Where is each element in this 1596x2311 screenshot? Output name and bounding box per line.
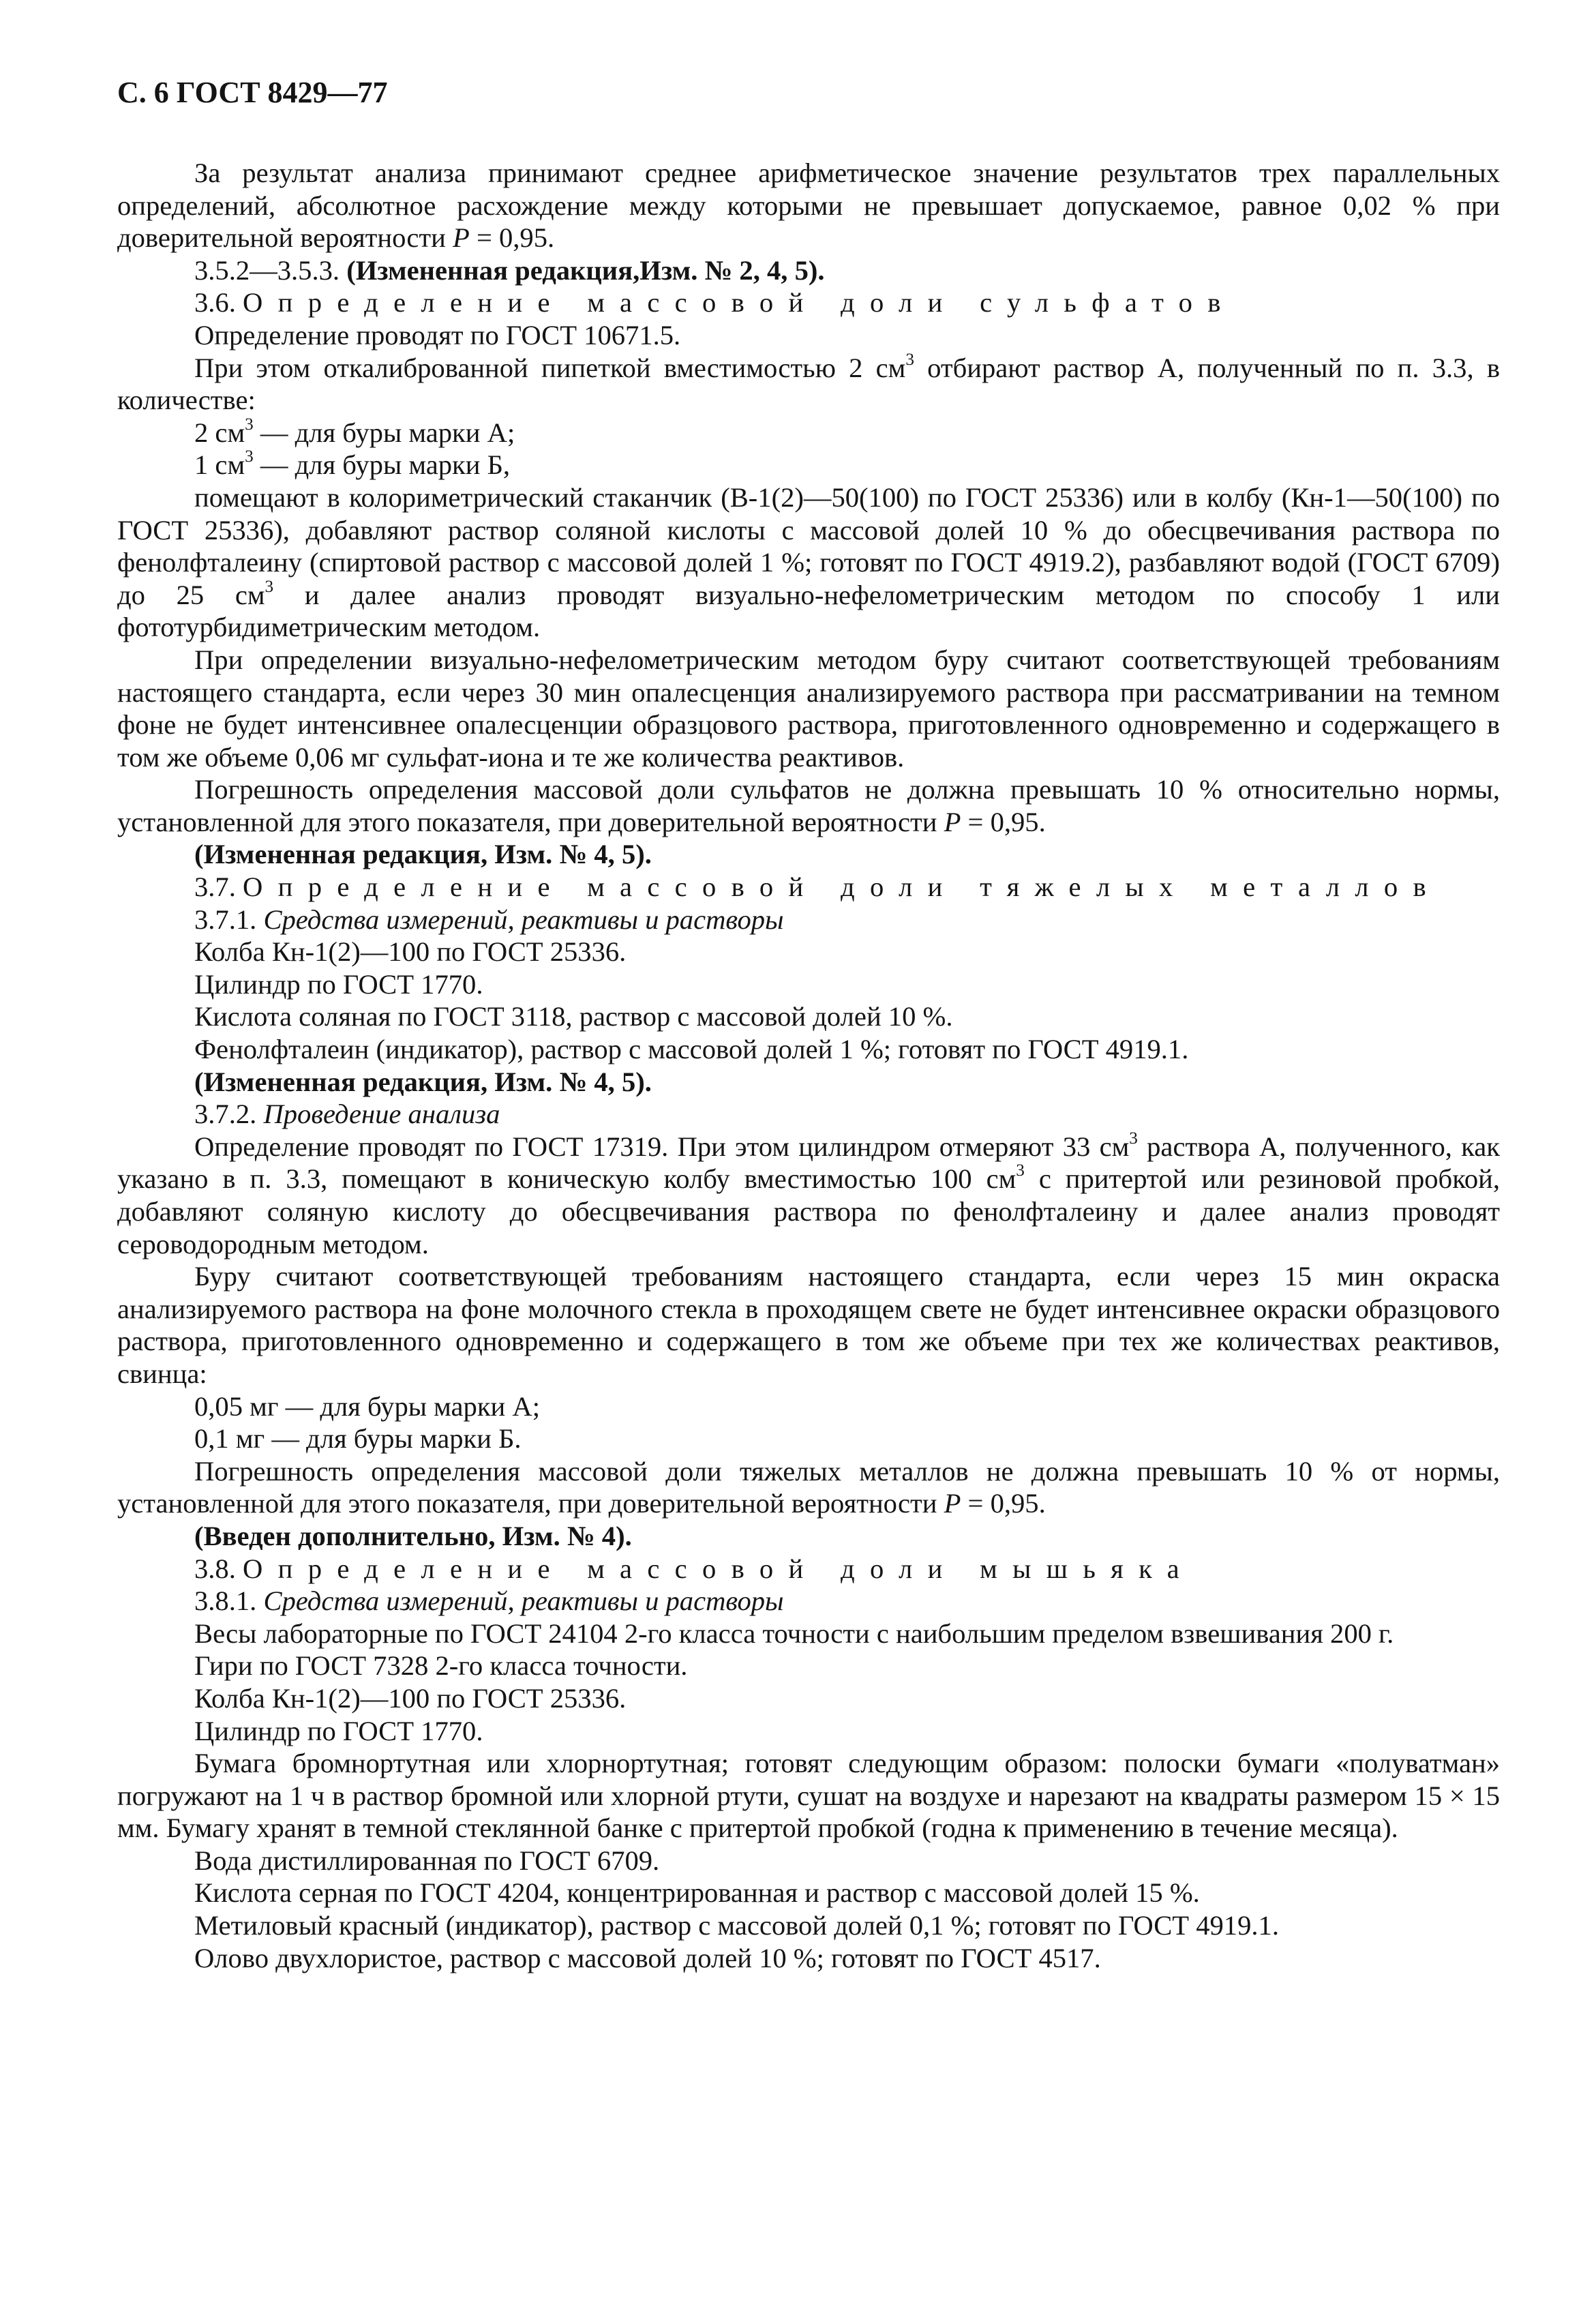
list-item: Вода дистиллированная по ГОСТ 6709. bbox=[194, 1845, 660, 1876]
subsection-heading: 3.7.2. Проведение анализа bbox=[194, 1099, 500, 1130]
list-item: 1 $см^3$ — для буры марки Б, bbox=[194, 447, 511, 481]
result-paragraph: За результат анализа принимают среднее арифметическое значение результатов трех параллельных определений, абсолютное расхождение между которыми не превышает допускаемое, равное 0,02 % при доверительной вероятности P = 0,95. bbox=[117, 158, 1500, 254]
list-item: Колба Кн-1(2)—100 по ГОСТ 25336. bbox=[194, 936, 627, 968]
list-item: Фенолфталеин (индикатор), раствор с массовой долей 1 %; готовят по ГОСТ 4919.1. bbox=[194, 1034, 1189, 1065]
revision-note: (Измененная редакция, Изм. № 4, 5). bbox=[194, 839, 652, 870]
list-item: Цилиндр по ГОСТ 1770. bbox=[194, 1715, 483, 1746]
paragraph: Бумага бромнортутная или хлорнортутная; готовят следующим образом: полоски бумаги «полуватман» погружают на 1 ч в раствор бромной или хлорной ртути, сушат на воздухе и нарезают на квадраты размером 15 × 15 мм. Бумагу хранят в темной стеклянной банке с притертой пробкой (годна к применению в течение месяца). bbox=[117, 1748, 1500, 1844]
list-item: Кислота соляная по ГОСТ 3118, раствор с массовой долей 10 %. bbox=[194, 1001, 953, 1032]
list-item: Метиловый красный (индикатор), раствор с массовой долей 0,1 %; готовят по ГОСТ 4919.1. bbox=[194, 1910, 1279, 1941]
paragraph: При определении визуально-нефелометрическим методом буру считают соответствующей требованиям настоящего стандарта, если через 30 мин опалесценция анализируемого раствора при рассматривании на темном фоне не будет интенсивнее опалесценции образцового раствора, приготовленного одновременно и содержащего в том же объеме 0,06 мг сульфат-иона и те же количества реактивов. bbox=[117, 644, 1500, 773]
list-item: Весы лабораторные по ГОСТ 24104 2-го класса точности с наибольшим пределом взвешивания 200 г. bbox=[194, 1617, 1394, 1649]
paragraph: Погрешность определения массовой доли тяжелых металлов не должна превышать 10 % от нормы, установленной для этого показателя, при доверительной вероятности P = 0,95. bbox=[117, 1455, 1500, 1519]
revision-note: 3.5.2—3.5.3. (Измененная редакция,Изм. № 2, 4, 5). bbox=[194, 254, 825, 286]
paragraph: Определение проводят по ГОСТ 17319. При этом цилиндром отмеряют 33 $см^3$ раствора А, полученного, как указано в п. 3.3, помещают в коническую колбу вместимостью 100 $см^3$ с притертой или резиновой пробкой, добавляют соляную кислоту до обесцвечивания раствора по фенолфталеину и далее анализ проводят сероводородным методом. bbox=[117, 1129, 1501, 1259]
list-item: Кислота серная по ГОСТ 4204, концентрированная и раствор с массовой долей 15 %. bbox=[194, 1877, 1200, 1909]
section-heading-3-7: 3.7. Определение массовой доли тяжелых металлов bbox=[194, 871, 1441, 903]
section-heading-3-8: 3.8. Определение массовой доли мышьяка bbox=[194, 1553, 1194, 1584]
paragraph: Буру считают соответствующей требованиям настоящего стандарта, если через 15 мин окраска анализируемого раствора на фоне молочного стекла в проходящем свете не будет интенсивнее окраски образцового раствора, приготовленного одновременно и содержащего в том же объеме при тех же количествах реактивов, свинца: bbox=[117, 1261, 1500, 1389]
subsection-heading: 3.8.1. Средства измерений, реактивы и растворы bbox=[194, 1585, 784, 1617]
paragraph: Определение проводят по ГОСТ 10671.5. bbox=[194, 319, 681, 351]
list-item: Гири по ГОСТ 7328 2-го класса точности. bbox=[194, 1650, 688, 1682]
section-heading-3-6: 3.6. Определение массовой доли сульфатов bbox=[194, 287, 1236, 318]
paragraph: помещают в колориметрический стаканчик (В-1(2)—50(100) по ГОСТ 25336) или в колбу (Кн-1—50(100) по ГОСТ 25336), добавляют раствор соляной кислоты с массовой долей 10 % до обесцвечивания раствора по фенолфталеину (спиртовой раствор с массовой долей 1 %; готовят по ГОСТ 4919.2), разбавляют водой (ГОСТ 6709) до 25 $см^3$ и далее анализ проводят визуально-нефелометрическим методом по способу 1 или фототурбидиметрическим методом. bbox=[117, 481, 1500, 643]
list-item: 0,05 мг — для буры марки А; bbox=[194, 1390, 540, 1422]
list-item: 2 $см^3$ — для буры марки А; bbox=[194, 415, 515, 448]
list-item: Олово двухлористое, раствор с массовой долей 10 %; готовят по ГОСТ 4517. bbox=[194, 1942, 1101, 1973]
revision-note: (Введен дополнительно, Изм. № 4). bbox=[194, 1520, 632, 1551]
list-item: 0,1 мг — для буры марки Б. bbox=[194, 1423, 522, 1455]
subsection-heading: 3.7.1. Средства измерений, реактивы и растворы bbox=[194, 904, 784, 935]
page-header: С. 6 ГОСТ 8429—77 bbox=[117, 76, 388, 109]
paragraph: Погрешность определения массовой доли сульфатов не должна превышать 10 % относительно нормы, установленной для этого показателя, при доверительной вероятности P = 0,95. bbox=[117, 774, 1500, 837]
list-item: Цилиндр по ГОСТ 1770. bbox=[194, 968, 483, 1000]
document-page bbox=[117, 75, 1500, 1974]
paragraph: При этом откалиброванной пипеткой вместимостью 2 $см^3$ отбирают раствор А, полученный по п. 3.3, в количестве: bbox=[117, 350, 1500, 416]
revision-note: (Измененная редакция, Изм. № 4, 5). bbox=[194, 1066, 652, 1097]
list-item: Колба Кн-1(2)—100 по ГОСТ 25336. bbox=[194, 1682, 627, 1714]
